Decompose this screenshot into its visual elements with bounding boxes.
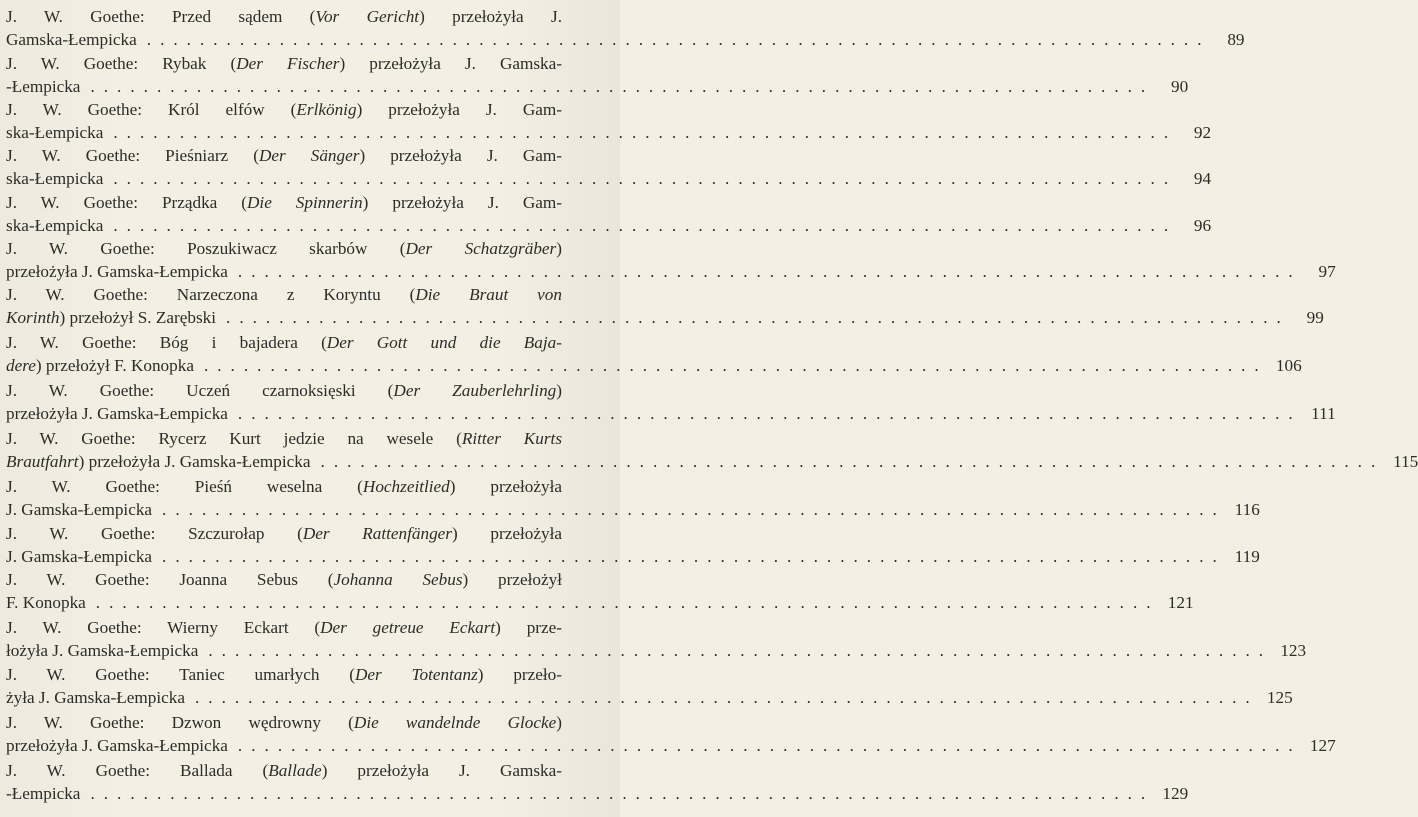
entry-text: ) <box>556 713 562 732</box>
entry-text: ) przełożyła J. Gam- <box>356 100 562 119</box>
dot-leader: ................................................................................ <box>113 169 1178 188</box>
entry-line-2 <box>6 122 1212 144</box>
entry-line-1 <box>6 476 562 498</box>
toc-entry <box>0 53 1189 101</box>
entry-text: przełożyła J. Gamska-Łempicka <box>6 404 228 423</box>
entry-line-1 <box>6 664 562 686</box>
original-title: Der Totentanz <box>355 665 478 684</box>
page-number: 123 <box>1280 641 1307 660</box>
original-title: Der Rattenfänger <box>302 524 452 543</box>
page-number: 92 <box>1193 123 1212 142</box>
dot-leader: ................................................................................ <box>113 123 1178 142</box>
entry-line-1 <box>6 428 562 450</box>
entry-line-1 <box>6 53 562 75</box>
page-number: 121 <box>1167 593 1194 612</box>
original-title: Erlkönig <box>296 100 357 119</box>
page-number: 116 <box>1234 500 1260 519</box>
entry-continuation <box>6 783 80 805</box>
original-title: Korinth <box>6 308 60 327</box>
entry-line-1 <box>6 617 562 639</box>
toc-entry <box>0 145 1212 193</box>
dot-leader: ................................................................................ <box>90 77 1155 96</box>
toc-entry <box>0 712 1336 760</box>
entry-text: J. Gamska-Łempicka <box>6 500 153 519</box>
entry-continuation <box>6 76 80 98</box>
dot-leader: ................................................................................ <box>194 688 1259 707</box>
entry-line-2 <box>6 355 1302 377</box>
entry-text: ) przełożyła J. Gamska- <box>321 761 562 780</box>
original-title: Der Gott und die Baja- <box>326 333 562 352</box>
page-number: 89 <box>1227 30 1245 49</box>
entry-line-2 <box>6 215 1212 237</box>
toc-entry <box>0 6 1245 54</box>
entry-text: -Łempicka <box>6 77 81 96</box>
entry-text: J. W. Goethe: Bóg i bajadera ( <box>6 333 327 352</box>
original-title: Die Spinnerin <box>247 193 363 212</box>
page-number: 127 <box>1309 736 1336 755</box>
page-number: 115 <box>1393 452 1418 471</box>
entry-line-1 <box>6 99 562 121</box>
dot-leader: ................................................................................ <box>113 216 1178 235</box>
entry-text: ) przełożyła J. Gamska-Łempicka <box>78 452 311 471</box>
entry-text: ) przełożyła J. Gam- <box>362 193 562 212</box>
entry-text: Gamska-Łempicka <box>6 30 137 49</box>
entry-text: ) przełożyła J. <box>419 7 562 26</box>
entry-line-2 <box>6 261 1336 283</box>
entry-continuation <box>6 640 198 662</box>
entry-line-1 <box>6 569 562 591</box>
toc-entry <box>0 476 1260 524</box>
entry-text: żyła J. Gamska-Łempicka <box>6 688 185 707</box>
original-title: Ballade <box>268 761 322 780</box>
entry-continuation <box>6 403 228 425</box>
original-title: Die Braut von <box>415 285 562 304</box>
entry-line-1 <box>6 712 562 734</box>
entry-continuation <box>6 215 103 237</box>
original-title: Der Sänger <box>258 146 360 165</box>
toc-entry <box>0 760 1189 808</box>
entry-text: J. W. Goethe: Narzeczona z Koryntu ( <box>6 285 416 304</box>
original-title: Brautfahrt <box>6 452 79 471</box>
toc-entry <box>0 332 1302 380</box>
dot-leader: ................................................................................ <box>237 736 1302 755</box>
dot-leader: ................................................................................ <box>90 784 1155 803</box>
entry-line-2 <box>6 640 1307 662</box>
dot-leader: ................................................................................ <box>237 262 1302 281</box>
entry-line-1 <box>6 238 562 260</box>
entry-text: J. W. Goethe: Uczeń czarnoksięski ( <box>6 381 394 400</box>
entry-line-1 <box>6 145 562 167</box>
page-number: 99 <box>1306 308 1324 327</box>
entry-continuation <box>6 592 86 614</box>
entry-text: J. W. Goethe: Król elfów ( <box>6 100 297 119</box>
original-title: Der Zauberlehrling <box>393 381 557 400</box>
entry-text: J. W. Goethe: Ballada ( <box>6 761 269 780</box>
page-number: 94 <box>1193 169 1212 188</box>
entry-text: łożyła J. Gamska-Łempicka <box>6 641 199 660</box>
dot-leader: ................................................................................ <box>162 547 1226 566</box>
page-number: 119 <box>1234 547 1260 566</box>
entry-continuation <box>6 168 103 190</box>
original-title: dere <box>6 356 36 375</box>
entry-continuation <box>6 451 311 473</box>
entry-line-2 <box>6 403 1336 425</box>
dot-leader: ................................................................................ <box>320 452 1385 471</box>
entry-line-2 <box>6 76 1189 98</box>
toc-entry <box>0 380 1336 428</box>
entry-text: J. W. Goethe: Szczurołap ( <box>6 524 303 543</box>
entry-line-2 <box>6 29 1245 51</box>
entry-text: ) przełożyła <box>452 524 562 543</box>
toc-entry <box>0 664 1293 712</box>
entry-text: ) przełożyła J. Gamska- <box>339 54 562 73</box>
page-number: 96 <box>1193 216 1212 235</box>
entry-text: ) przełożyła J. Gam- <box>359 146 562 165</box>
entry-line-1 <box>6 760 562 782</box>
entry-text: J. W. Goethe: Joanna Sebus ( <box>6 570 334 589</box>
entry-line-1 <box>6 6 562 28</box>
dot-leader: ................................................................................ <box>95 593 1160 612</box>
entry-line-2 <box>6 783 1189 805</box>
entry-line-2 <box>6 592 1194 614</box>
original-title: Vor Gericht <box>315 7 420 26</box>
entry-continuation <box>6 261 228 283</box>
entry-text: J. W. Goethe: Dzwon wędrowny ( <box>6 713 354 732</box>
dot-leader: ................................................................................ <box>162 500 1226 519</box>
entry-text: J. W. Goethe: Prządka ( <box>6 193 248 212</box>
toc-entry <box>0 523 1260 571</box>
entry-continuation <box>6 307 216 329</box>
entry-text: ) <box>556 239 562 258</box>
toc-entry <box>0 99 1212 147</box>
entry-line-2 <box>6 546 1260 568</box>
entry-text: ska-Łempicka <box>6 123 104 142</box>
toc-entry <box>0 617 1307 665</box>
entry-text: ) przełożył <box>462 570 562 589</box>
entry-text: ) przełożył S. Zarębski <box>59 308 217 327</box>
entry-line-2 <box>6 307 1324 329</box>
entry-continuation <box>6 29 137 51</box>
entry-text: ) przełożył F. Konopka <box>35 356 194 375</box>
entry-text: -Łempicka <box>6 784 81 803</box>
page-number: 125 <box>1266 688 1293 707</box>
entry-continuation <box>6 735 228 757</box>
entry-line-1 <box>6 380 562 402</box>
entry-line-2 <box>6 687 1293 709</box>
original-title: Die wandelnde Glocke <box>353 713 557 732</box>
entry-line-1 <box>6 284 562 306</box>
dot-leader: ................................................................................ <box>203 356 1268 375</box>
entry-line-2 <box>6 168 1212 190</box>
original-title: Der getreue Eckart <box>320 618 496 637</box>
entry-text: ) przełożyła <box>449 477 562 496</box>
toc-entry <box>0 284 1324 332</box>
entry-text: ) przeło- <box>477 665 562 684</box>
entry-text: J. W. Goethe: Rybak ( <box>6 54 237 73</box>
entry-line-2 <box>6 451 1418 473</box>
entry-continuation <box>6 355 194 377</box>
page-number: 111 <box>1311 404 1336 423</box>
entry-text: przełożyła J. Gamska-Łempicka <box>6 262 228 281</box>
entry-continuation <box>6 122 103 144</box>
entry-text: F. Konopka <box>6 593 86 612</box>
entry-continuation <box>6 687 185 709</box>
entry-text: J. W. Goethe: Wierny Eckart ( <box>6 618 321 637</box>
dot-leader: ................................................................................ <box>237 404 1302 423</box>
entry-text: ska-Łempicka <box>6 216 104 235</box>
original-title: Johanna Sebus <box>333 570 463 589</box>
entry-text: ska-Łempicka <box>6 169 104 188</box>
entry-text: J. Gamska-Łempicka <box>6 547 153 566</box>
page-number: 90 <box>1171 77 1189 96</box>
entry-line-1 <box>6 523 562 545</box>
dot-leader: ................................................................................ <box>208 641 1273 660</box>
entry-line-1 <box>6 332 562 354</box>
entry-line-1 <box>6 192 562 214</box>
original-title: Hochzeitlied <box>362 477 450 496</box>
entry-text: J. W. Goethe: Pieśniarz ( <box>6 146 259 165</box>
entry-text: J. W. Goethe: Przed sądem ( <box>6 7 316 26</box>
entry-text: ) <box>556 381 562 400</box>
original-title: Der Schatzgräber <box>405 239 557 258</box>
original-title: Der Fischer <box>236 54 340 73</box>
entry-text: J. W. Goethe: Poszukiwacz skarbów ( <box>6 239 406 258</box>
toc-entry <box>0 238 1336 286</box>
entry-text: J. W. Goethe: Pieśń weselna ( <box>6 477 363 496</box>
entry-line-2 <box>6 499 1260 521</box>
entry-line-2 <box>6 735 1336 757</box>
entry-continuation <box>6 499 152 521</box>
entry-continuation <box>6 546 152 568</box>
entry-text: przełożyła J. Gamska-Łempicka <box>6 736 228 755</box>
toc-entry <box>0 569 1194 617</box>
page-number: 129 <box>1162 784 1189 803</box>
page-number: 97 <box>1318 262 1336 281</box>
toc-entry <box>0 428 1418 476</box>
toc-entry <box>0 192 1212 240</box>
dot-leader: ................................................................................ <box>226 308 1290 327</box>
entry-text: ) prze- <box>495 618 562 637</box>
entry-text: J. W. Goethe: Rycerz Kurt jedzie na wesele ( <box>6 429 462 448</box>
page-number: 106 <box>1275 356 1302 375</box>
entry-text: J. W. Goethe: Taniec umarłych ( <box>6 665 355 684</box>
dot-leader: ................................................................................ <box>146 30 1211 49</box>
original-title: Ritter Kurts <box>461 429 563 448</box>
